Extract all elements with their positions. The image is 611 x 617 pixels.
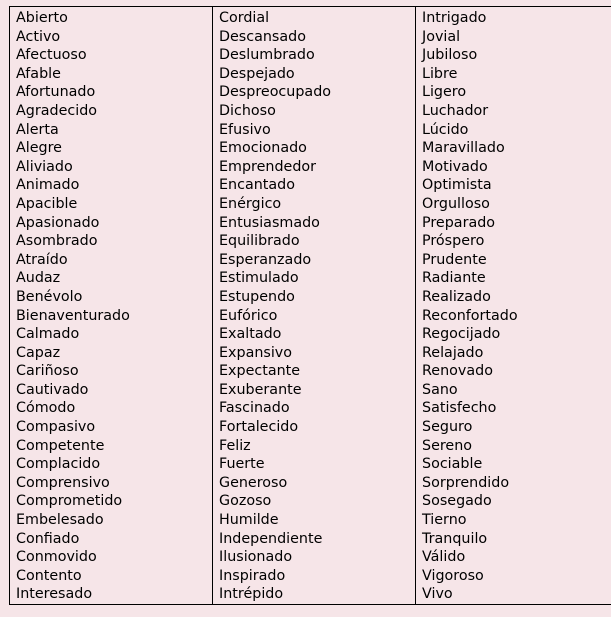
list-item: Alegre — [16, 140, 62, 157]
list-item: Confiado — [16, 530, 80, 547]
list-item: Embelesado — [16, 512, 104, 529]
list-item: Cautivado — [16, 381, 89, 398]
list-item: Fuerte — [219, 456, 265, 473]
list-item: Próspero — [422, 233, 485, 250]
column-2 — [213, 7, 416, 605]
list-item: Audaz — [16, 270, 61, 287]
list-item: Vigoroso — [422, 567, 484, 584]
list-item: Maravillado — [422, 140, 505, 157]
list-item: Alerta — [16, 121, 59, 138]
list-item: Realizado — [422, 288, 491, 305]
list-item: Benévolo — [16, 288, 83, 305]
list-item: Equilibrado — [219, 233, 300, 250]
list-item: Cariñoso — [16, 363, 79, 380]
list-item: Humilde — [219, 512, 279, 529]
list-item: Ligero — [422, 84, 467, 101]
list-item: Sano — [422, 381, 458, 398]
word-table — [9, 6, 611, 605]
list-item: Compasivo — [16, 419, 96, 436]
list-item: Afortunado — [16, 84, 96, 101]
list-item: Inspirado — [219, 567, 286, 584]
list-item: Optimista — [422, 177, 492, 194]
list-item: Luchador — [422, 102, 489, 119]
list-item: Deslumbrado — [219, 47, 315, 64]
list-item: Sociable — [422, 456, 483, 473]
list-item: Animado — [16, 177, 80, 194]
column-1 — [10, 7, 213, 605]
list-item: Estimulado — [219, 270, 299, 287]
table-row — [10, 7, 611, 605]
list-item: Preparado — [422, 214, 496, 231]
list-item: Jovial — [422, 28, 461, 45]
list-item: Jubiloso — [422, 47, 478, 64]
list-item: Afable — [16, 65, 61, 82]
list-item: Comprensivo — [16, 474, 110, 491]
list-item: Libre — [422, 65, 458, 82]
list-item: Competente — [16, 437, 105, 454]
list-item: Expectante — [219, 363, 301, 380]
list-item: Sereno — [422, 437, 473, 454]
list-item: Gozoso — [219, 493, 272, 510]
list-item: Intrépido — [219, 586, 284, 603]
list-item: Bienaventurado — [16, 307, 130, 324]
list-item: Fortalecido — [219, 419, 299, 436]
list-item: Descansado — [219, 28, 306, 45]
list-item: Abierto — [16, 10, 68, 26]
list-item: Independiente — [219, 530, 323, 547]
list-item: Activo — [16, 28, 61, 45]
list-item: Efusivo — [219, 121, 271, 138]
list-item: Aliviado — [16, 158, 73, 175]
list-item: Conmovido — [16, 549, 97, 566]
list-item: Tranquilo — [422, 530, 488, 547]
list-item: Satisfecho — [422, 400, 497, 417]
list-item: Apasionado — [16, 214, 100, 231]
list-item: Relajado — [422, 344, 484, 361]
list-item: Tierno — [422, 512, 467, 529]
list-item: Asombrado — [16, 233, 98, 250]
list-item: Complacido — [16, 456, 101, 473]
list-item: Radiante — [422, 270, 486, 287]
list-item: Estupendo — [219, 288, 295, 305]
list-item: Renovado — [422, 363, 493, 380]
list-item: Lúcido — [422, 121, 469, 138]
list-item: Exuberante — [219, 381, 302, 398]
list-item: Capaz — [16, 344, 61, 361]
list-item: Reconfortado — [422, 307, 518, 324]
list-item: Vivo — [422, 586, 453, 603]
list-item: Motivado — [422, 158, 488, 175]
list-item: Exaltado — [219, 326, 282, 343]
list-item: Contento — [16, 567, 82, 584]
list-item: Encantado — [219, 177, 295, 194]
list-item: Expansivo — [219, 344, 293, 361]
list-item: Fascinado — [219, 400, 290, 417]
list-item: Despreocupado — [219, 84, 332, 101]
column-3 — [416, 7, 611, 605]
list-item: Cordial — [219, 10, 270, 26]
list-item: Sorprendido — [422, 474, 510, 491]
list-item: Emprendedor — [219, 158, 317, 175]
list-item: Emocionado — [219, 140, 307, 157]
list-item: Válido — [422, 549, 466, 566]
list-item: Esperanzado — [219, 251, 312, 268]
list-item: Seguro — [422, 419, 473, 436]
list-item: Despejado — [219, 65, 295, 82]
list-item: Dichoso — [219, 102, 276, 119]
list-item: Enérgico — [219, 195, 282, 212]
list-item: Afectuoso — [16, 47, 87, 64]
list-item: Intrigado — [422, 10, 487, 26]
list-item: Comprometido — [16, 493, 123, 510]
list-item: Cómodo — [16, 400, 76, 417]
list-item: Apacible — [16, 195, 78, 212]
list-item: Prudente — [422, 251, 487, 268]
list-item: Atraído — [16, 251, 68, 268]
list-item: Generoso — [219, 474, 288, 491]
list-item: Eufórico — [219, 307, 278, 324]
list-item: Entusiasmado — [219, 214, 320, 231]
list-item: Calmado — [16, 326, 80, 343]
list-item: Orgulloso — [422, 195, 490, 212]
list-item: Regocijado — [422, 326, 501, 343]
list-item: Sosegado — [422, 493, 492, 510]
list-item: Ilusionado — [219, 549, 293, 566]
list-item: Interesado — [16, 586, 93, 603]
list-item: Agradecido — [16, 102, 98, 119]
list-item: Feliz — [219, 437, 251, 454]
